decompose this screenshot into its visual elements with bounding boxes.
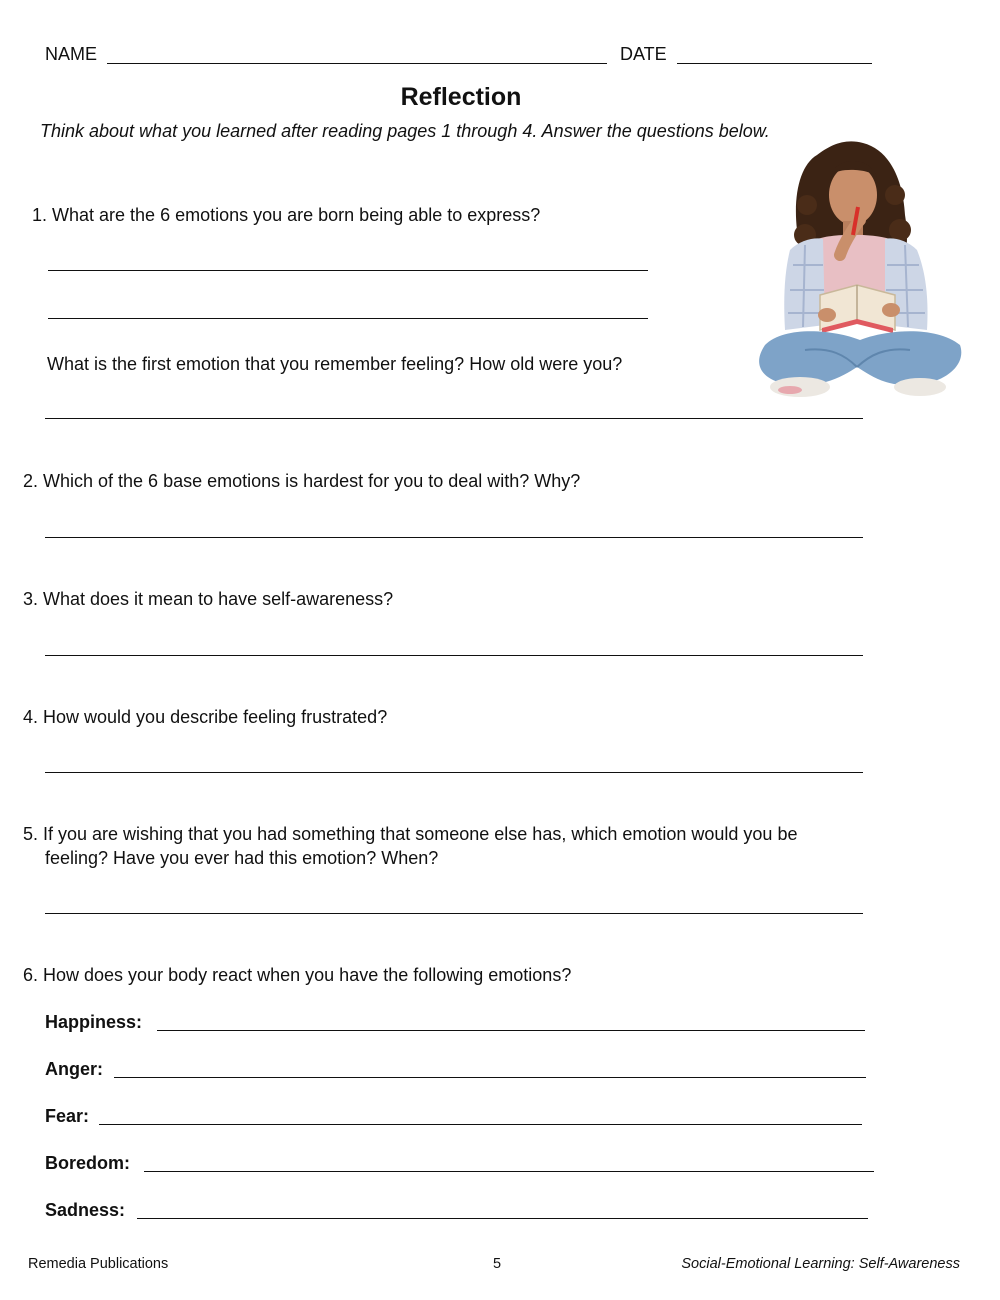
question-5-line-1: 5. If you are wishing that you had something that someone else has, which emotion would you be	[23, 824, 798, 844]
girl-reading-illustration	[745, 135, 970, 410]
answer-line-sadness[interactable]	[137, 1218, 868, 1219]
question-4: 4. How would you describe feeling frustrated?	[23, 707, 388, 727]
footer-publisher: Remedia Publications	[28, 1256, 169, 1272]
question-3: 3. What does it mean to have self-awareness?	[23, 589, 394, 609]
question-2: 2. Which of the 6 base emotions is hardest for you to deal with? Why?	[23, 471, 581, 491]
emotion-label-sadness: Sadness:	[45, 1200, 126, 1220]
answer-line-5[interactable]	[45, 913, 863, 914]
answer-line-1c[interactable]	[45, 418, 863, 419]
answer-line-boredom[interactable]	[144, 1171, 874, 1172]
footer-book-title: Social-Emotional Learning: Self-Awareness	[681, 1256, 960, 1272]
question-1: 1. What are the 6 emotions you are born being able to express?	[32, 205, 541, 225]
intro-text: Think about what you learned after reading pages 1 through 4. Answer the questions below.	[40, 121, 770, 141]
question-5-line-2: feeling? Have you ever had this emotion? When?	[45, 848, 439, 868]
answer-line-happiness[interactable]	[157, 1030, 865, 1031]
answer-line-4[interactable]	[45, 772, 863, 773]
date-label: DATE	[620, 44, 667, 64]
emotion-label-anger: Anger:	[45, 1059, 103, 1079]
answer-line-anger[interactable]	[114, 1077, 866, 1078]
question-6: 6. How does your body react when you have the following emotions?	[23, 965, 572, 985]
page-title: Reflection	[400, 83, 522, 111]
emotion-label-fear: Fear:	[45, 1106, 90, 1126]
name-field[interactable]	[107, 63, 607, 64]
emotion-label-happiness: Happiness:	[45, 1012, 143, 1032]
question-1-followup: What is the first emotion that you remember feeling? How old were you?	[47, 354, 623, 374]
answer-line-fear[interactable]	[99, 1124, 862, 1125]
answer-line-2[interactable]	[45, 537, 863, 538]
answer-line-1b[interactable]	[48, 318, 648, 319]
footer-page-number: 5	[493, 1256, 502, 1272]
emotion-label-boredom: Boredom:	[45, 1153, 130, 1173]
date-field[interactable]	[677, 63, 872, 64]
answer-line-1a[interactable]	[48, 270, 648, 271]
answer-line-3[interactable]	[45, 655, 863, 656]
name-label: NAME	[45, 44, 98, 64]
